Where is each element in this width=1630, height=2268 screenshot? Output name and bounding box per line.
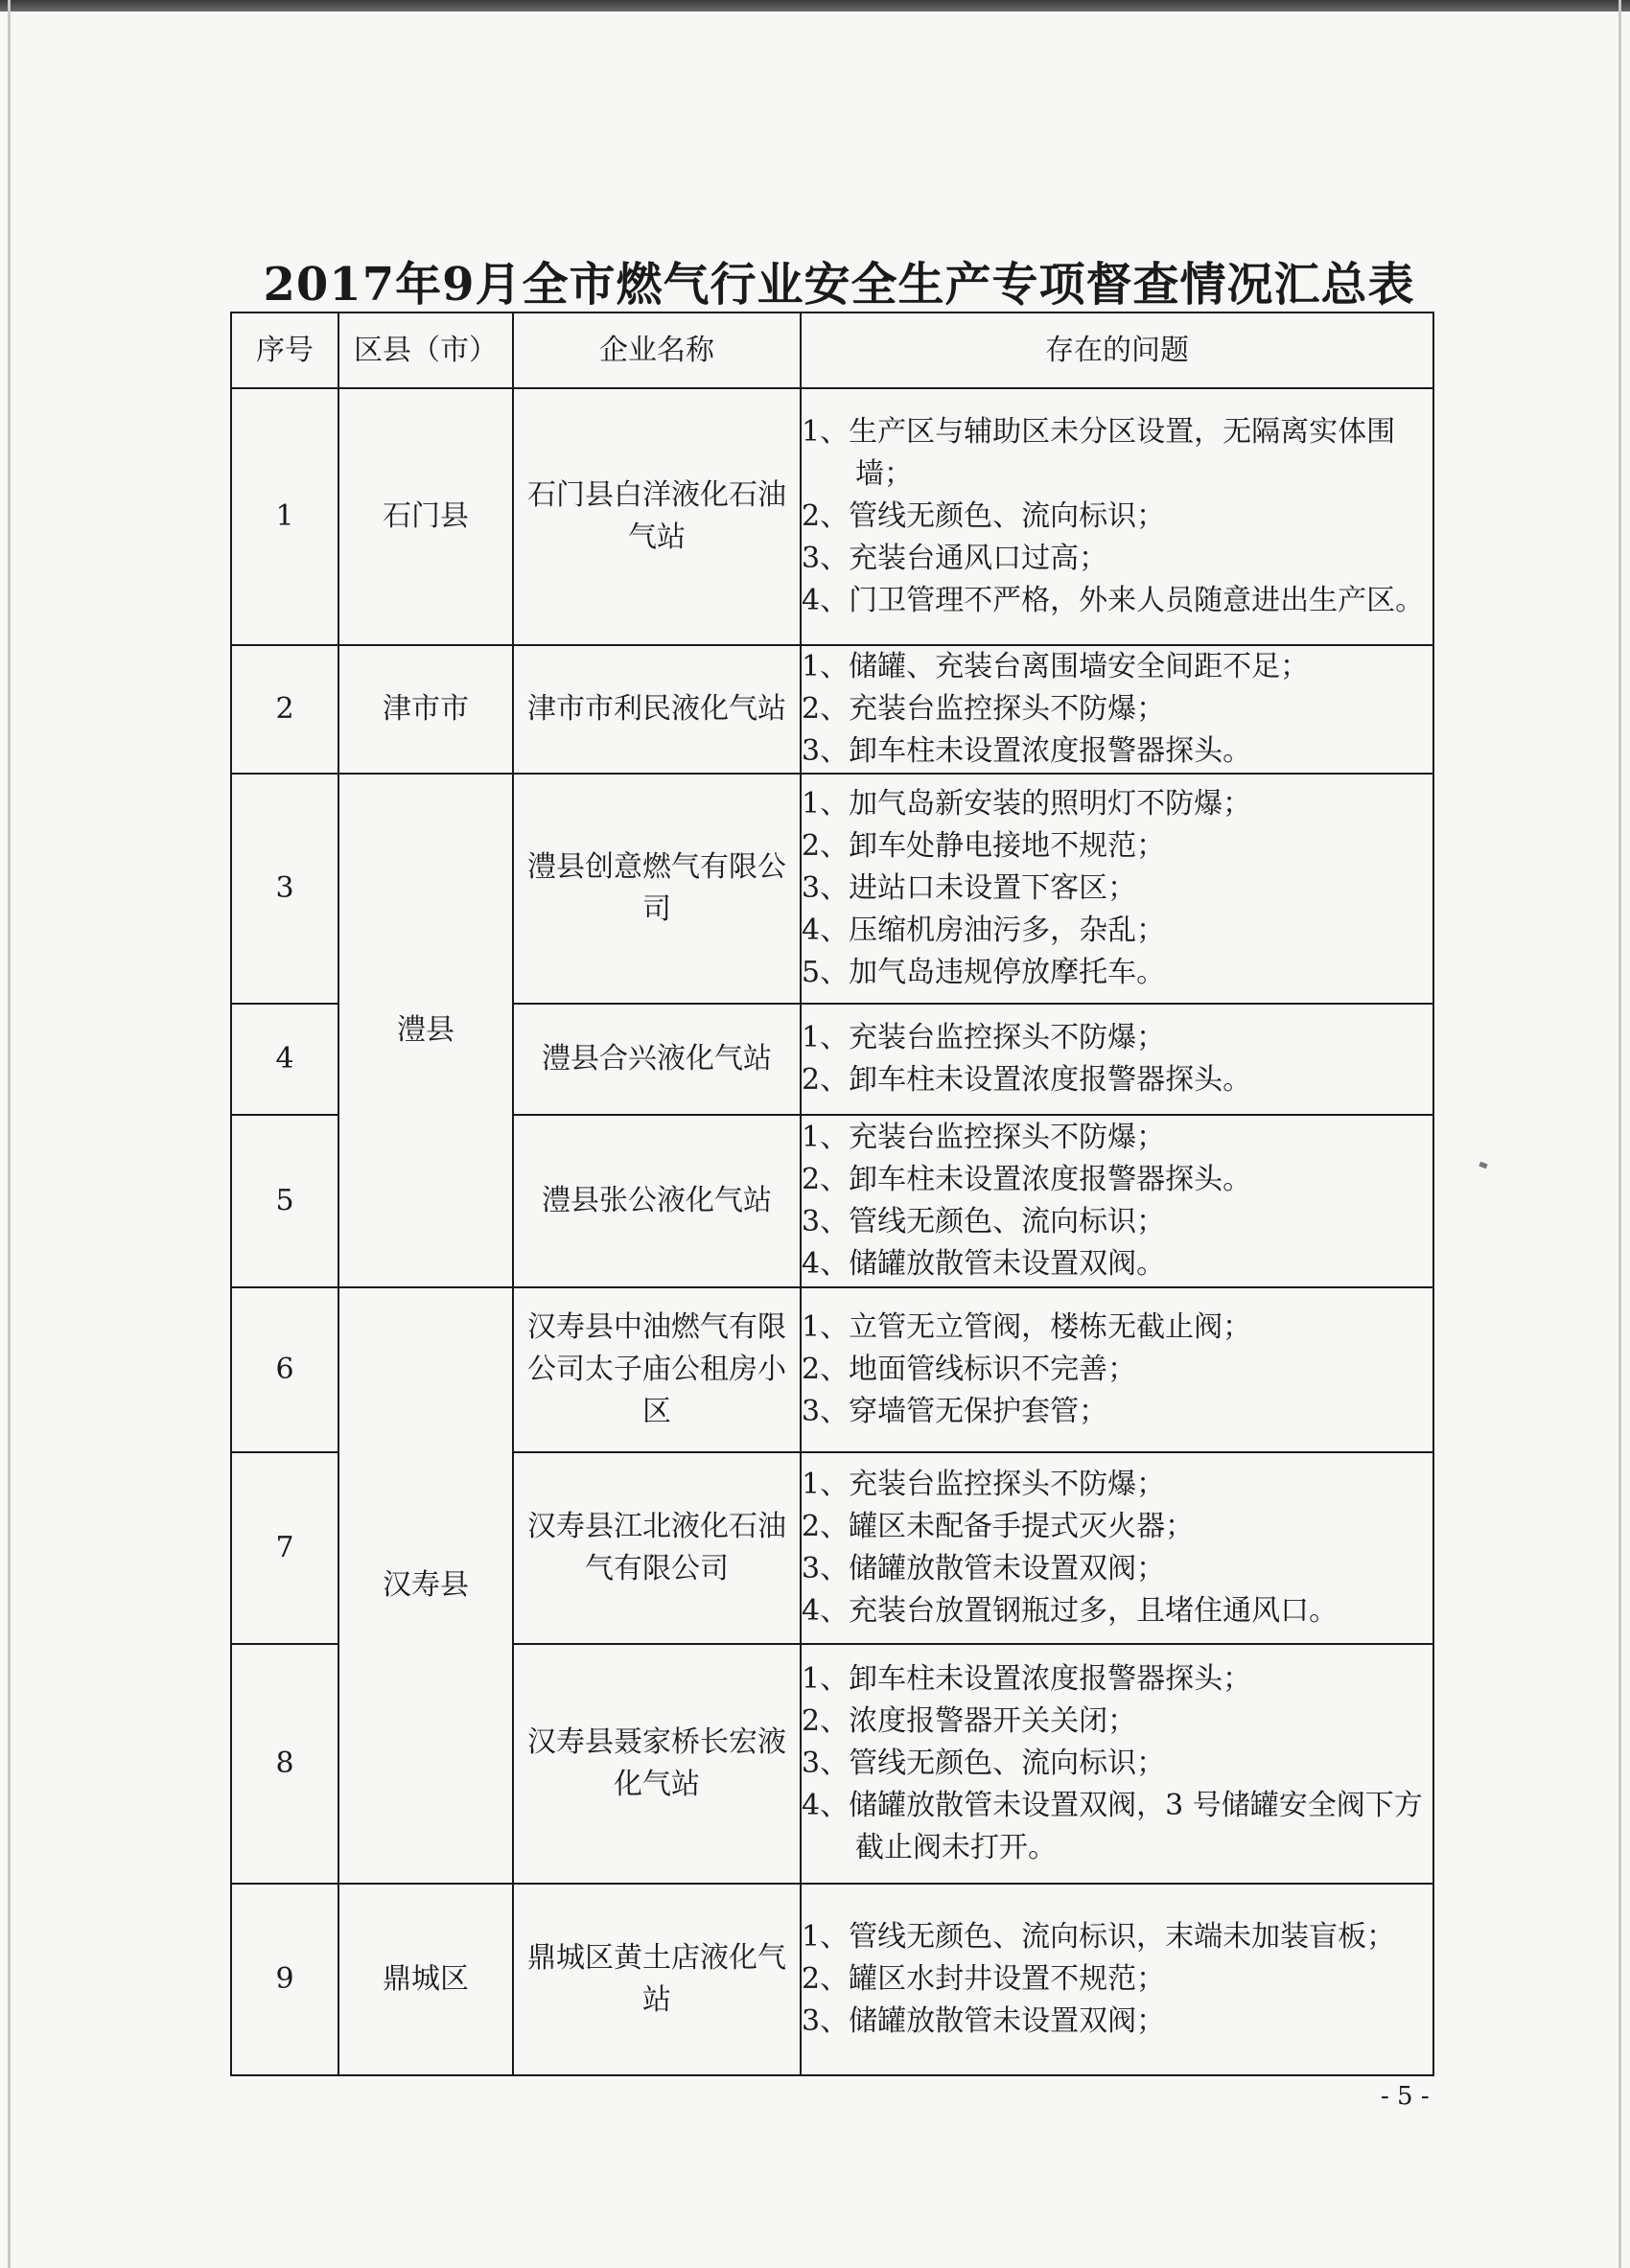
issues-cell bbox=[801, 1644, 1433, 1884]
issue-item: 4、压缩机房油污多，杂乱； bbox=[802, 914, 1166, 947]
district-cell: 津市市 bbox=[338, 645, 513, 774]
row-number: 3 bbox=[231, 774, 338, 1004]
enterprise-cell: 石门县白洋液化石油气站 bbox=[513, 388, 801, 645]
issues-cell bbox=[801, 774, 1433, 1004]
issue-item: 1、加气岛新安装的照明灯不防爆； bbox=[802, 787, 1252, 821]
enterprise-cell: 澧县张公液化气站 bbox=[513, 1115, 801, 1287]
page-number: - 5 - bbox=[1381, 2082, 1430, 2111]
column-header-no: 序号 bbox=[231, 312, 338, 388]
scan-left-edge bbox=[8, 0, 11, 2268]
issue-item: 1、充装台监控探头不防爆； bbox=[802, 1021, 1166, 1054]
page-title: 2017年9月全市燃气行业安全生产专项督查情况汇总表 bbox=[263, 258, 1415, 312]
enterprise-cell: 澧县合兴液化气站 bbox=[513, 1004, 801, 1115]
enterprise-cell: 汉寿县中油燃气有限公司太子庙公租房小区 bbox=[513, 1287, 801, 1452]
row-number: 4 bbox=[231, 1004, 338, 1115]
issue-item: 1、卸车柱未设置浓度报警器探头； bbox=[802, 1662, 1252, 1696]
issue-item: 2、卸车柱未设置浓度报警器探头。 bbox=[802, 1063, 1252, 1097]
row-number: 2 bbox=[231, 645, 338, 774]
issue-item: 2、充装台监控探头不防爆； bbox=[802, 692, 1166, 726]
issues-cell bbox=[801, 1287, 1433, 1452]
issue-item: 2、浓度报警器开关关闭； bbox=[802, 1704, 1137, 1738]
issue-item: 2、罐区未配备手提式灭火器； bbox=[802, 1510, 1195, 1543]
row-number: 6 bbox=[231, 1287, 338, 1452]
issue-item: 3、储罐放散管未设置双阀； bbox=[802, 1552, 1166, 1585]
table-row bbox=[231, 1287, 1433, 1452]
enterprise-cell: 津市市利民液化气站 bbox=[513, 645, 801, 774]
row-number: 7 bbox=[231, 1452, 338, 1644]
issue-item: 3、卸车柱未设置浓度报警器探头。 bbox=[802, 734, 1252, 768]
table-header-row bbox=[231, 312, 1433, 388]
issue-item: 3、储罐放散管未设置双阀； bbox=[802, 2004, 1166, 2038]
issues-cell bbox=[801, 1884, 1433, 2075]
row-number: 8 bbox=[231, 1644, 338, 1884]
row-number: 5 bbox=[231, 1115, 338, 1287]
issues-cell bbox=[801, 388, 1433, 645]
issue-item: 3、管线无颜色、流向标识； bbox=[802, 1205, 1166, 1238]
table-row bbox=[231, 774, 1433, 1004]
issue-item: 5、加气岛违规停放摩托车。 bbox=[802, 956, 1166, 989]
scan-top-edge bbox=[0, 0, 1630, 12]
column-header-district: 区县（市） bbox=[338, 312, 513, 388]
scan-right-edge bbox=[1618, 0, 1621, 2268]
issue-item: 2、卸车处静电接地不规范； bbox=[802, 829, 1166, 863]
issue-item: 2、卸车柱未设置浓度报警器探头。 bbox=[802, 1163, 1252, 1196]
issue-item: 4、充装台放置钢瓶过多，且堵住通风口。 bbox=[802, 1594, 1339, 1628]
table-row bbox=[231, 388, 1433, 645]
issues-cell bbox=[801, 1452, 1433, 1644]
enterprise-cell: 汉寿县聂家桥长宏液化气站 bbox=[513, 1644, 801, 1884]
issue-item: 3、管线无颜色、流向标识； bbox=[802, 1747, 1166, 1780]
inspection-summary-table bbox=[230, 312, 1434, 2076]
issue-item: 2、罐区水封井设置不规范； bbox=[802, 1962, 1166, 1996]
district-cell: 澧县 bbox=[338, 774, 513, 1287]
enterprise-cell: 澧县创意燃气有限公司 bbox=[513, 774, 801, 1004]
issue-item: 1、生产区与辅助区未分区设置，无隔离实体围墙； bbox=[802, 415, 1396, 491]
issue-item: 1、立管无立管阀，楼栋无截止阀； bbox=[802, 1310, 1252, 1344]
column-header-issues: 存在的问题 bbox=[801, 312, 1433, 388]
row-number: 1 bbox=[231, 388, 338, 645]
column-header-enterprise: 企业名称 bbox=[513, 312, 801, 388]
issue-item: 1、充装台监控探头不防爆； bbox=[802, 1121, 1166, 1154]
issue-item: 2、管线无颜色、流向标识； bbox=[802, 499, 1166, 533]
issues-cell bbox=[801, 1004, 1433, 1115]
table-row bbox=[231, 645, 1433, 774]
issue-item: 1、储罐、充装台离围墙安全间距不足； bbox=[802, 650, 1310, 683]
district-cell: 石门县 bbox=[338, 388, 513, 645]
district-cell: 鼎城区 bbox=[338, 1884, 513, 2075]
row-number: 9 bbox=[231, 1884, 338, 2075]
issue-item: 3、穿墙管无保护套管； bbox=[802, 1395, 1108, 1428]
issue-item: 3、充装台通风口过高； bbox=[802, 542, 1108, 575]
issue-item: 1、充装台监控探头不防爆； bbox=[802, 1468, 1166, 1501]
enterprise-cell: 汉寿县江北液化石油气有限公司 bbox=[513, 1452, 801, 1644]
issue-item: 4、门卫管理不严格，外来人员随意进出生产区。 bbox=[802, 584, 1425, 617]
issue-item: 2、地面管线标识不完善； bbox=[802, 1353, 1137, 1386]
issue-item: 1、管线无颜色、流向标识，末端未加装盲板； bbox=[802, 1920, 1396, 1954]
issue-item: 4、储罐放散管未设置双阀，3 号储罐安全阀下方截止阀未打开。 bbox=[802, 1789, 1423, 1864]
issue-item: 3、进站口未设置下客区； bbox=[802, 871, 1137, 905]
issues-cell bbox=[801, 645, 1433, 774]
issue-item: 4、储罐放散管未设置双阀。 bbox=[802, 1247, 1166, 1281]
issues-cell bbox=[801, 1115, 1433, 1287]
enterprise-cell: 鼎城区黄土店液化气站 bbox=[513, 1884, 801, 2075]
table-row bbox=[231, 1884, 1433, 2075]
scan-speck bbox=[1479, 1162, 1487, 1169]
district-cell: 汉寿县 bbox=[338, 1287, 513, 1884]
